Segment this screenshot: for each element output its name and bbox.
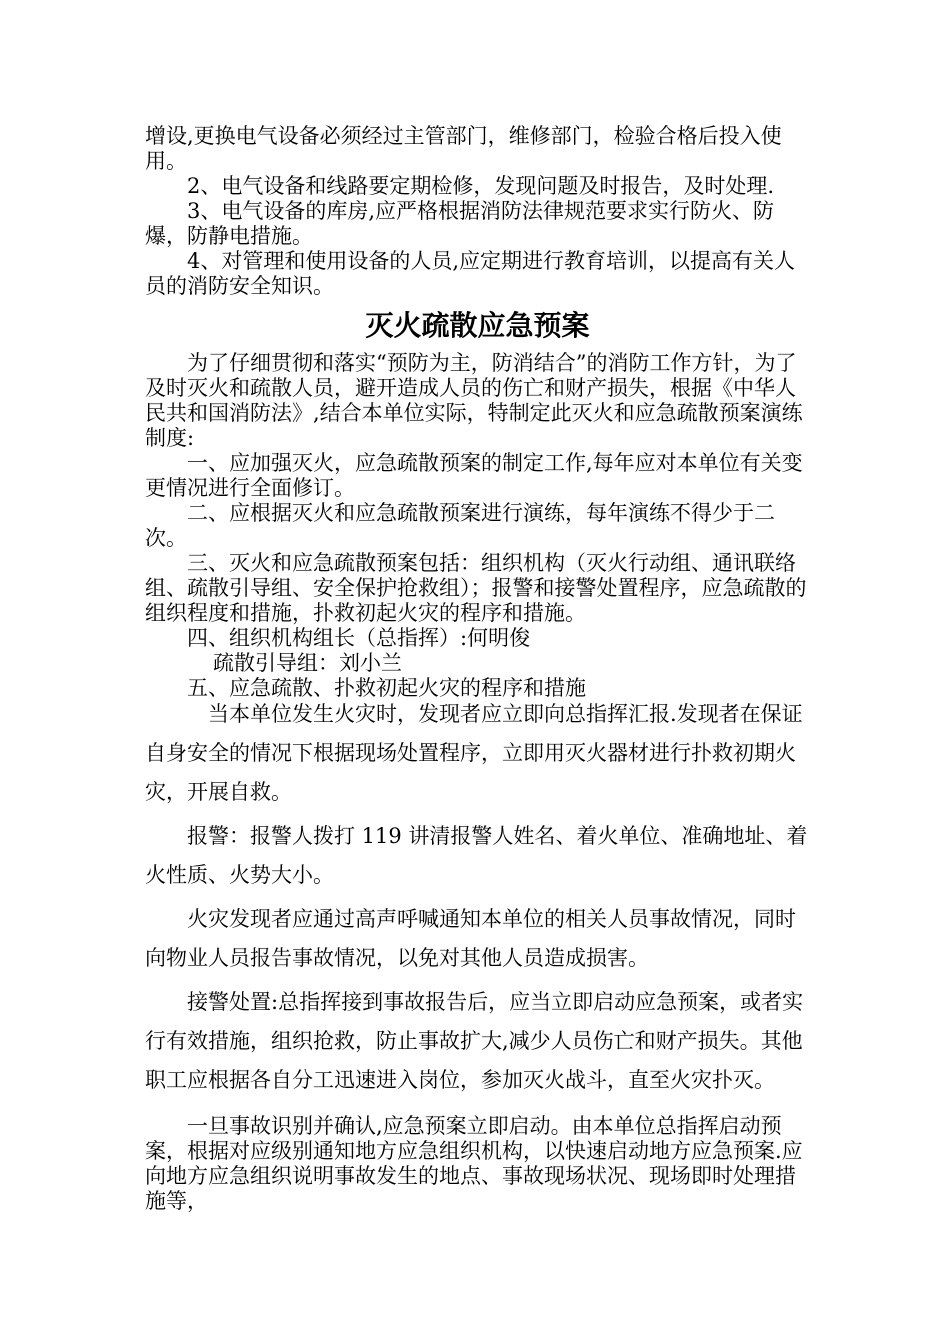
section-3: 三、灭火和应急疏散预案包括：组织机构（灭火行动组、通讯联络组、疏散引导组、安全保护抢救组）；报警和接警处置程序，应急疏散的组织程度和措施，扑救初起火灾的程序和措施。	[145, 551, 807, 625]
section-1: 一、应加强灭火，应急疏散预案的制定工作,每年应对本单位有关变更情况进行全面修订。	[145, 451, 803, 500]
paragraph-receive: 接警处置:总指挥接到事故报告后，应当立即启动应急预案，或者实行有效措施，组织抢救，防止事故扩大,减少人员伤亡和财产损失。其他职工应根据各自分工迅速进入岗位，参加灭火战斗，直至火灾扑灭。	[145, 990, 804, 1092]
section-4: 四、组织机构组长（总指挥）:何明俊	[187, 626, 531, 650]
paragraph-discover: 当本单位发生火灾时，发现者应立即向总指挥汇报.发现者在保证自身安全的情况下根据现场处置程序，立即用灭火器材进行扑救初期火灾，开展自救。	[145, 702, 803, 804]
section-2: 二、应根据灭火和应急疏散预案进行演练，每年演练不得少于二次。	[145, 501, 775, 550]
section-5: 五、应急疏散、扑救初起火灾的程序和措施	[187, 676, 586, 700]
paragraph-notify: 火灾发现者应通过高声呼喊通知本单位的相关人员事故情况，同时向物业人员报告事故情况，以免对其他人员造成损害。	[145, 907, 796, 970]
item-4: 4、对管理和使用设备的人员,应定期进行教育培训，以提高有关人员的消防安全知识。	[145, 249, 796, 298]
item-3: 3、电气设备的库房,应严格根据消防法律规范要求实行防火、防爆，防静电措施。	[145, 199, 775, 248]
item-2: 2、电气设备和线路要定期检修，发现问题及时报告，及时处理.	[187, 174, 775, 198]
paragraph-alarm: 报警：报警人拨打 119 讲清报警人姓名、着火单位、准确地址、着火性质、火势大小。	[145, 824, 808, 887]
section-4-evacuation-group: 疏散引导组：刘小兰	[213, 651, 402, 675]
paragraph-confirm: 一旦事故识别并确认,应急预案立即启动。由本单位总指挥启动预案，根据对应级别通知地方应急组织机构，以快速启动地方应急预案.应向地方应急组织说明事故发生的地点、事故现场状况、现场即时处理措施等，	[145, 1114, 803, 1213]
intro-paragraph: 为了仔细贯彻和落实“预防为主，防消结合”的消防工作方针，为了及时灭火和疏散人员，避开造成人员的伤亡和财产损失，根据《中华人民共和国消防法》,结合本单位实际，特制定此灭火和应急疏散预案演练制度:	[145, 351, 803, 450]
section-title: 灭火疏散应急预案	[365, 309, 590, 342]
document-page	[145, 124, 810, 1214]
continuation-paragraph: 增设,更换电气设备必须经过主管部门，维修部门，检验合格后投入使用。	[145, 124, 782, 173]
